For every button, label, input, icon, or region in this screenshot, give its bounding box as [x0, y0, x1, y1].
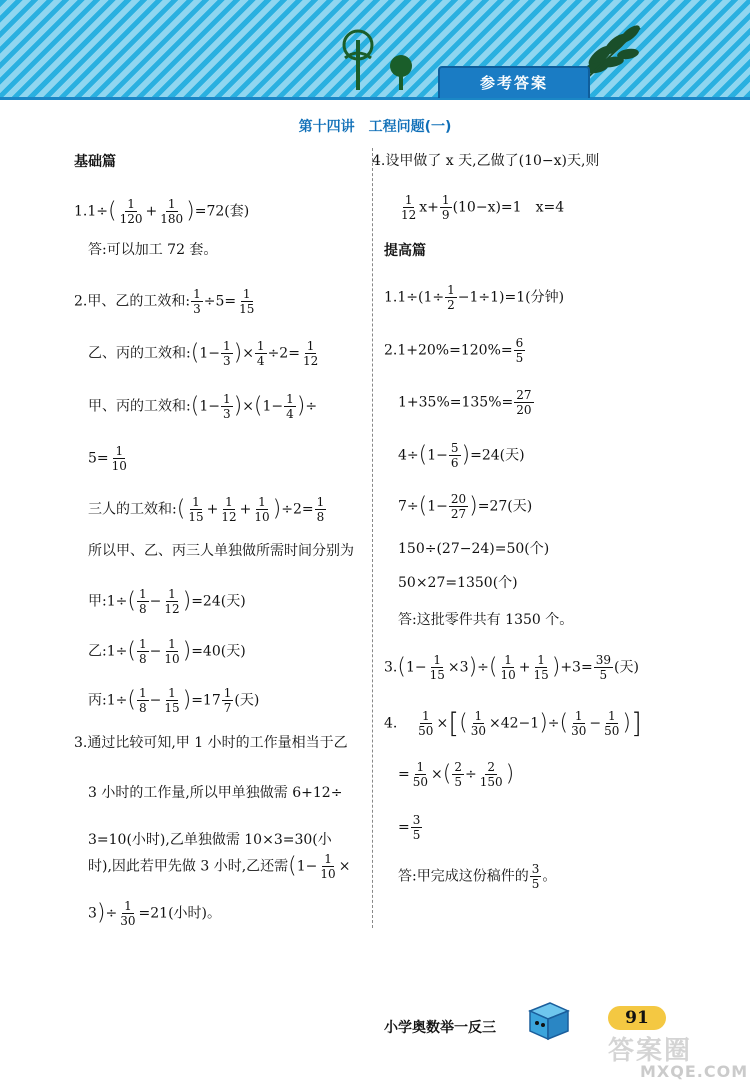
a2-line-5: 150÷(27−24)=50(个)	[398, 541, 550, 557]
a1-equation: 1.1÷(1÷ $\frac{1}{2}$ −1÷1)=1(分钟)	[384, 283, 565, 312]
q1-equation: 1.1÷( $\frac{1}{120}$ + $\frac{1}{180}$ )=72(套)	[74, 197, 250, 226]
answer-tab: 参考答案	[438, 66, 590, 98]
decorative-tree-leaves-icon	[0, 0, 750, 97]
header-band	[0, 0, 750, 100]
q2-line-5: 三人的工效和:( $\frac{1}{15}$ + $\frac{1}{12}$ + $\frac{1}{10}$ )÷2= $\frac{1}{8}$	[88, 495, 325, 524]
watermark-url: MXQE.COM	[640, 1062, 749, 1081]
q2-line-4: 5= $\frac{1}{10}$	[88, 444, 127, 473]
a2-line-4: 7÷(1− $\frac{20}{27}$ )=27(天)	[398, 492, 533, 521]
q1-answer: 答:可以加工 72 套。	[88, 242, 218, 258]
q2-line-6: 所以甲、乙、丙三人单独做所需时间分别为	[88, 543, 354, 559]
cube-mascot-icon	[522, 997, 574, 1043]
a2-answer: 答:这批零件共有 1350 个。	[398, 612, 574, 628]
q2-line-7: 甲:1÷( $\frac{1}{8}$ − $\frac{1}{12}$ )=24(天)	[88, 587, 246, 616]
q2-line-2: 乙、丙的工效和:(1− $\frac{1}{3}$ )× $\frac{1}{4}$ ÷2= $\frac{1}{12}$	[88, 339, 319, 368]
section-heading-advanced: 提高篇	[384, 243, 426, 259]
book-title: 小学奥数举一反三	[384, 1020, 496, 1036]
q3-line-2: 3 小时的工作量,所以甲单独做需 6+12÷	[88, 785, 343, 801]
q3-line-1: 3.通过比较可知,甲 1 小时的工作量相当于乙	[74, 735, 348, 751]
a3-equation: 3.(1− $\frac{1}{15}$ ×3)÷( $\frac{1}{10}$ + $\frac{1}{15}$ )+3= $\frac{39}{5}$ (天)	[384, 653, 639, 682]
a4-line-2: = $\frac{1}{50}$ ×( $\frac{2}{5}$ ÷ $\frac{2}{150}$ )	[398, 760, 515, 789]
page-number: 91	[608, 1006, 666, 1030]
watermark-logo: 答案圈	[608, 1036, 693, 1066]
q2-line-3: 甲、丙的工效和:(1− $\frac{1}{3}$ )×(1− $\frac{1}{4}$ )÷	[88, 392, 318, 421]
a4-answer: 答:甲完成这份稿件的 $\frac{3}{5}$ 。	[398, 862, 557, 891]
a2-line-3: 4÷(1− $\frac{5}{6}$ )=24(天)	[398, 441, 525, 470]
section-heading-basic: 基础篇	[74, 154, 116, 170]
page-title: 第十四讲 工程问题(一)	[298, 119, 452, 135]
q4-line-1: 4.设甲做了 x 天,乙做了(10−x)天,则	[372, 153, 600, 169]
a4-line-3: = $\frac{3}{5}$	[398, 813, 421, 842]
a2-line-2: 1+35%=135%= $\frac{27}{20}$	[398, 388, 532, 417]
a4-line-1: 4. $\frac{1}{50}$ ×[( $\frac{1}{30}$ ×42−1)÷( $\frac{1}{30}$ − $\frac{1}{50}$ )]	[384, 706, 642, 740]
q3-line-4: 时),因此若甲先做 3 小时,乙还需(1− $\frac{1}{10}$ ×	[88, 852, 351, 881]
q3-line-5: 3)÷ $\frac{1}{30}$ =21(小时)。	[88, 899, 221, 928]
a2-line-6: 50×27=1350(个)	[398, 575, 518, 591]
q3-line-3: 3=10(小时),乙单独做需 10×3=30(小	[88, 832, 332, 848]
column-divider	[372, 148, 373, 928]
q4-line-2: $\frac{1}{12}$ x+ $\frac{1}{9}$ (10−x)=1 x=4	[401, 193, 565, 222]
q2-line-8: 乙:1÷( $\frac{1}{8}$ − $\frac{1}{10}$ )=40(天)	[88, 637, 246, 666]
q2-line-1: 2.甲、乙的工效和: $\frac{1}{3}$ ÷5= $\frac{1}{15}$	[74, 287, 255, 316]
q2-line-9: 丙:1÷( $\frac{1}{8}$ − $\frac{1}{15}$ )=17 $\frac{1}{7}$ (天)	[88, 686, 260, 715]
a2-line-1: 2.1+20%=120%= $\frac{6}{5}$	[384, 336, 524, 365]
